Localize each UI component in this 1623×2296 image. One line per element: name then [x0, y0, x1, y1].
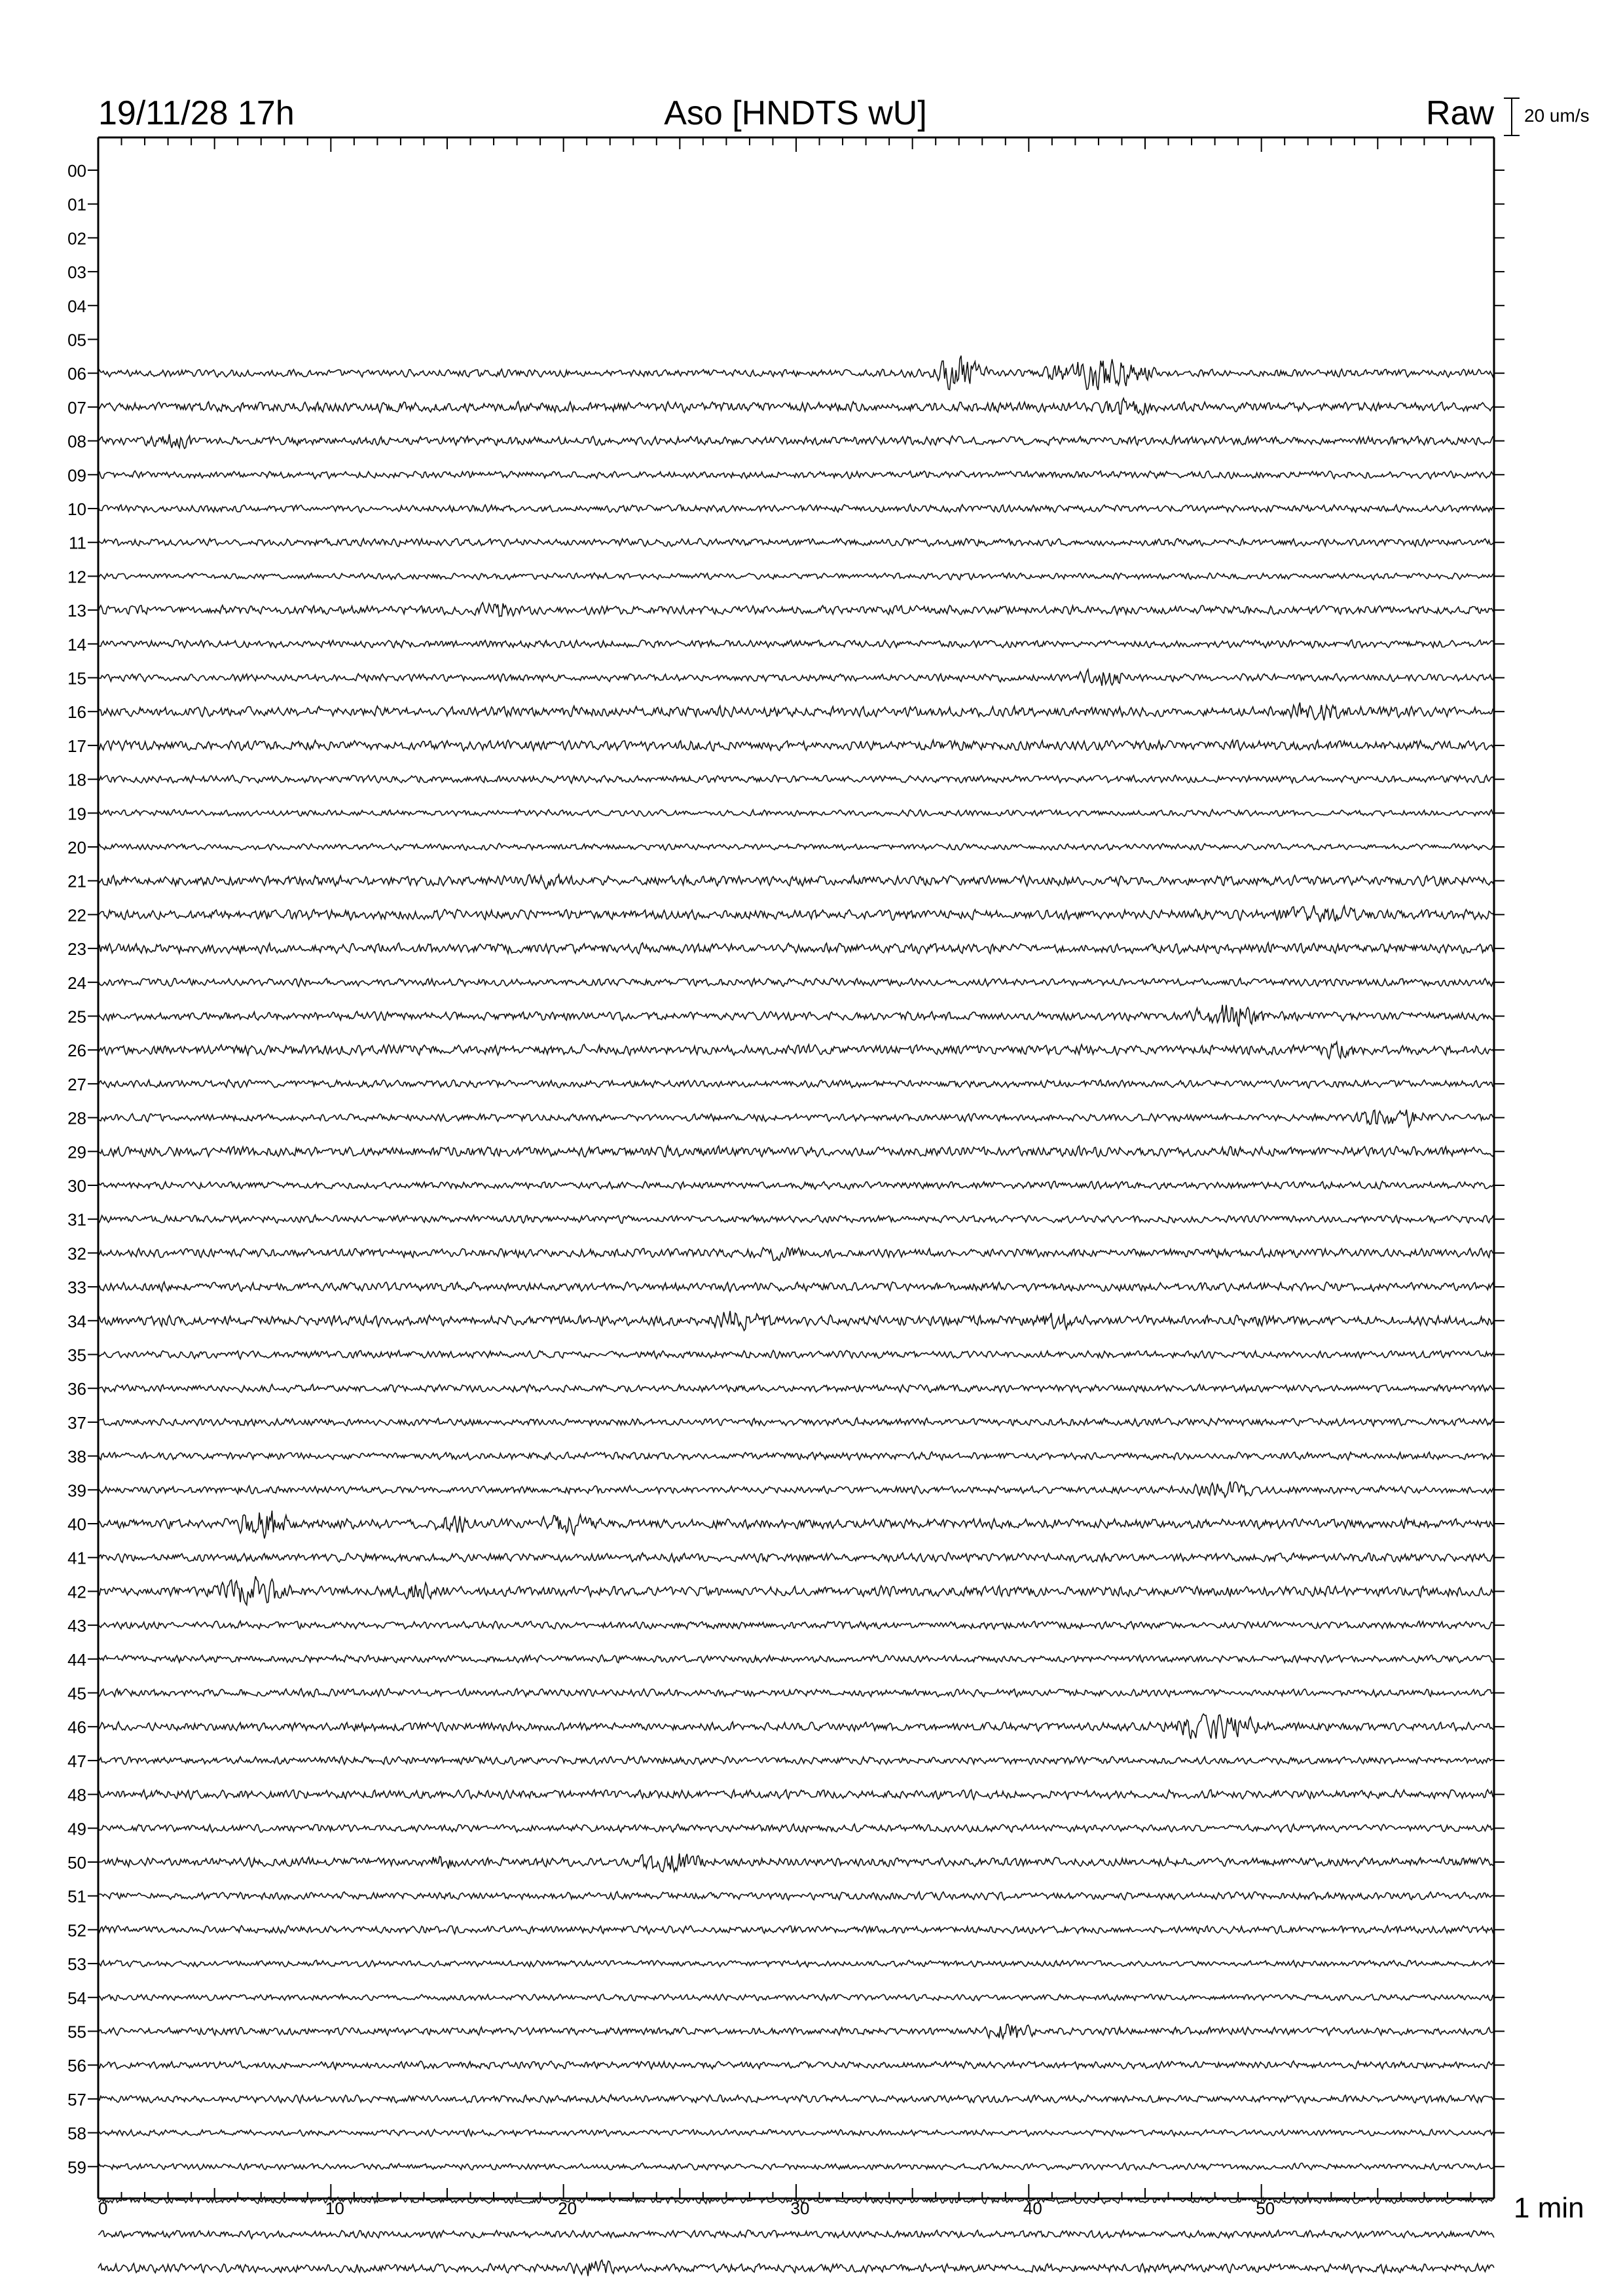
- row-label: 36: [67, 1379, 86, 1399]
- row-label: 21: [67, 871, 86, 891]
- row-label: 27: [67, 1074, 86, 1094]
- row-label: 14: [67, 634, 86, 655]
- row-label: 20: [67, 838, 86, 857]
- row-label: 40: [67, 1515, 86, 1534]
- row-label: 02: [67, 228, 86, 249]
- row-label: 55: [67, 2022, 86, 2042]
- scale-bar: [1504, 98, 1520, 135]
- seismic-trace: [98, 1511, 1494, 1539]
- x-axis-label: 1 min: [1514, 2192, 1584, 2224]
- row-label: 33: [67, 1278, 86, 1298]
- seismic-trace: [98, 573, 1494, 579]
- row-label: 49: [67, 1819, 86, 1839]
- seismic-trace: [98, 1418, 1494, 1426]
- seismic-trace: [98, 399, 1494, 416]
- seismic-trace: [98, 1452, 1494, 1460]
- row-label: 43: [67, 1616, 86, 1636]
- row-label: 23: [67, 939, 86, 960]
- scale-label: 20 um/s: [1524, 105, 1590, 126]
- row-label: 28: [67, 1108, 86, 1128]
- row-label: 50: [67, 1853, 86, 1873]
- row-label: 05: [67, 330, 86, 350]
- row-label: 18: [67, 770, 86, 790]
- row-label: 59: [67, 2157, 86, 2178]
- seismic-trace: [98, 942, 1494, 954]
- x-tick-label: 20: [558, 2198, 577, 2218]
- seismic-trace: [98, 1384, 1494, 1392]
- row-label: 00: [67, 161, 86, 181]
- x-tick-label: 0: [98, 2198, 108, 2218]
- seismic-trace: [98, 702, 1494, 720]
- x-tick-label: 30: [790, 2198, 810, 2218]
- row-label: 53: [67, 1954, 86, 1975]
- row-label: 04: [67, 296, 86, 316]
- row-label: 56: [67, 2056, 86, 2076]
- row-label: 34: [67, 1311, 86, 1331]
- row-label: 37: [67, 1412, 86, 1433]
- seismic-trace: [98, 670, 1494, 686]
- row-label: 30: [67, 1176, 86, 1196]
- row-label: 10: [67, 499, 86, 519]
- seismic-trace: [98, 539, 1494, 547]
- station-title: Aso [HNDTS wU]: [664, 94, 927, 132]
- seismic-trace: [98, 1247, 1494, 1261]
- seismic-trace: [98, 1350, 1494, 1359]
- row-label: 07: [67, 397, 86, 418]
- seismic-trace: [98, 740, 1494, 751]
- seismic-trace: [98, 844, 1494, 851]
- date-hour-label: 19/11/28 17h: [98, 94, 295, 132]
- row-label: 54: [67, 1988, 86, 2008]
- seismic-trace: [98, 1756, 1494, 1765]
- seismic-trace: [98, 1926, 1494, 1934]
- seismic-trace: [98, 1282, 1494, 1292]
- seismic-trace: [98, 1994, 1494, 2001]
- row-label: 45: [67, 1683, 86, 1704]
- row-label: 26: [67, 1041, 86, 1061]
- row-label: 31: [67, 1210, 86, 1230]
- seismic-trace: [98, 1080, 1494, 1088]
- row-label: 57: [67, 2089, 86, 2109]
- row-label: 01: [67, 194, 86, 215]
- seismic-trace: [98, 1215, 1494, 1223]
- row-label: 11: [69, 533, 86, 553]
- seismic-traces: [98, 355, 1494, 2276]
- seismic-trace: [98, 1689, 1494, 1697]
- row-label: 06: [67, 364, 86, 384]
- seismic-trace: [98, 1109, 1494, 1126]
- row-label: 35: [67, 1345, 86, 1365]
- seismic-trace: [98, 2163, 1494, 2170]
- x-tick-label: 50: [1256, 2198, 1275, 2218]
- row-label: 09: [67, 465, 86, 486]
- row-label: 38: [67, 1446, 86, 1467]
- row-label: 41: [67, 1548, 86, 1568]
- seismic-trace: [98, 2260, 1494, 2276]
- seismic-trace: [98, 1552, 1494, 1562]
- seismic-trace: [98, 978, 1494, 987]
- row-label: 29: [67, 1142, 86, 1162]
- row-label: 47: [67, 1751, 86, 1771]
- seismic-trace: [98, 1181, 1494, 1189]
- seismic-trace: [98, 1714, 1494, 1739]
- row-label: 19: [67, 804, 86, 824]
- seismic-trace: [98, 2094, 1494, 2103]
- seismic-trace: [98, 874, 1494, 889]
- row-label: 03: [67, 262, 86, 283]
- seismic-trace: [98, 1042, 1494, 1059]
- row-label: 24: [67, 973, 86, 993]
- seismic-trace: [98, 1789, 1494, 1799]
- seismic-trace: [98, 905, 1494, 922]
- row-label: 52: [67, 1920, 86, 1941]
- seismic-trace: [98, 1655, 1494, 1663]
- seismic-trace: [98, 505, 1494, 513]
- row-label: 32: [67, 1244, 86, 1264]
- row-labels: [67, 161, 1504, 2177]
- seismic-trace: [98, 1576, 1494, 1605]
- row-label: 44: [67, 1649, 86, 1670]
- seismic-trace: [98, 1621, 1494, 1630]
- plot-frame: [98, 137, 1494, 2198]
- seismic-trace: [98, 2230, 1494, 2238]
- x-tick-label: 10: [325, 2198, 344, 2218]
- seismic-trace: [98, 471, 1494, 478]
- seismic-trace: [98, 1892, 1494, 1900]
- x-tick-label: 40: [1023, 2198, 1042, 2218]
- seismic-trace: [98, 1005, 1494, 1026]
- row-label: 12: [67, 567, 86, 587]
- row-label: 51: [67, 1886, 86, 1907]
- seismic-trace: [98, 603, 1494, 617]
- seismic-trace: [98, 355, 1494, 390]
- seismic-trace: [98, 2061, 1494, 2070]
- row-label: 42: [67, 1582, 86, 1602]
- seismic-trace: [98, 810, 1494, 816]
- row-label: 08: [67, 431, 86, 452]
- mode-label: Raw: [1425, 94, 1494, 132]
- row-label: 13: [67, 601, 86, 621]
- seismic-trace: [98, 1854, 1494, 1872]
- seismic-trace: [98, 434, 1494, 448]
- top-minute-ticks: [98, 137, 1494, 152]
- seismic-trace: [98, 1824, 1494, 1833]
- row-label: 48: [67, 1785, 86, 1805]
- seismic-trace: [98, 2130, 1494, 2137]
- seismic-trace: [98, 1146, 1494, 1157]
- row-label: 17: [67, 736, 86, 756]
- seismic-trace: [98, 1311, 1494, 1331]
- seismic-trace: [98, 1482, 1494, 1498]
- row-label: 15: [67, 668, 86, 689]
- seismic-trace: [98, 2024, 1494, 2039]
- row-label: 25: [67, 1007, 86, 1027]
- row-label: 46: [67, 1717, 86, 1738]
- row-label: 58: [67, 2123, 86, 2144]
- seismic-trace: [98, 1960, 1494, 1967]
- row-label: 39: [67, 1480, 86, 1501]
- seismic-trace: [98, 775, 1494, 783]
- seismic-trace: [98, 640, 1494, 648]
- row-label: 16: [67, 702, 86, 723]
- row-label: 22: [67, 905, 86, 925]
